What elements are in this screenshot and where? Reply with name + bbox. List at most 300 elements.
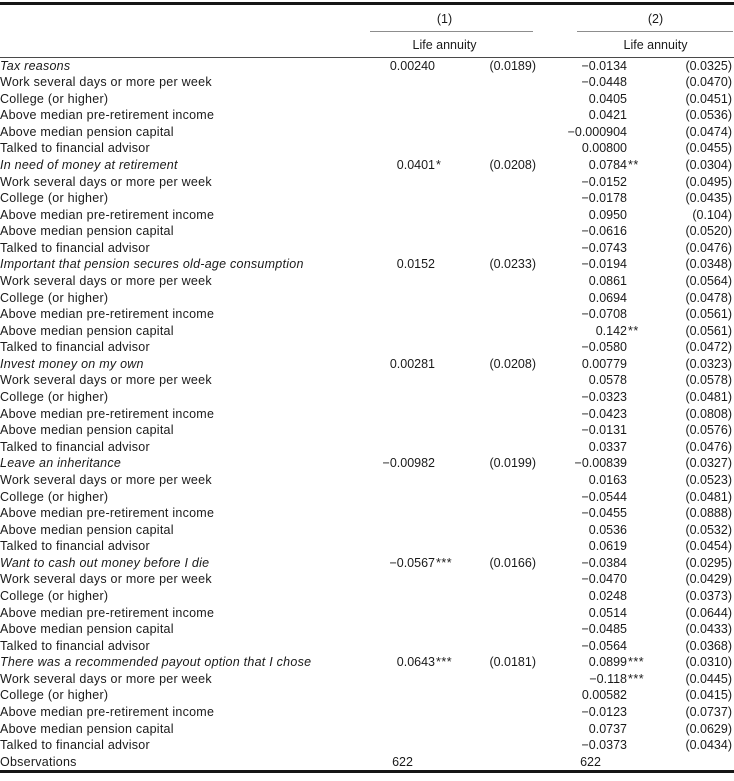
se-col1 xyxy=(452,505,536,522)
group-header-row xyxy=(0,58,734,75)
se-col2: (0.0532) xyxy=(685,522,732,537)
coef-col2: −0.0131 xyxy=(581,423,627,438)
se-col2: (0.0808) xyxy=(685,406,732,421)
table-row xyxy=(0,91,734,108)
coef-col1 xyxy=(350,472,435,489)
se-col2: (0.0495) xyxy=(685,174,732,189)
coef-col1 xyxy=(350,174,435,191)
stars-col1 xyxy=(435,107,452,124)
coef-col1 xyxy=(350,290,435,307)
se-col2: (0.0629) xyxy=(685,721,732,736)
stars-col2 xyxy=(627,472,644,489)
stars-col1 xyxy=(435,439,452,456)
se-col1 xyxy=(452,91,536,108)
coef-col1 xyxy=(350,140,435,157)
se-col1 xyxy=(452,406,536,423)
stars-col1 xyxy=(435,240,452,257)
coef-col2: −0.0373 xyxy=(581,738,627,753)
table-row xyxy=(0,538,734,555)
stars-col1 xyxy=(435,306,452,323)
table-row xyxy=(0,721,734,738)
se-col1 xyxy=(452,124,536,141)
row-label: Talked to financial advisor xyxy=(0,141,150,156)
stars-col2 xyxy=(627,389,644,406)
stars-col2 xyxy=(627,372,644,389)
coef-col2: −0.0423 xyxy=(581,406,627,421)
coef-col2: 0.0405 xyxy=(588,91,627,106)
se-col2: (0.0295) xyxy=(685,555,732,570)
row-label: Above median pre-retirement income xyxy=(0,207,215,222)
se-col1 xyxy=(452,140,536,157)
coef-col1 xyxy=(350,638,435,655)
row-label: Above median pre-retirement income xyxy=(0,108,215,123)
stars-col2: ** xyxy=(628,323,639,338)
se-col2: (0.0434) xyxy=(685,738,732,753)
row-label: Above median pension capital xyxy=(0,423,174,438)
se-col2: (0.0310) xyxy=(685,655,732,670)
coef-col1 xyxy=(350,74,435,91)
row-label: Above median pension capital xyxy=(0,622,174,637)
stars-col2 xyxy=(627,58,644,75)
se-col1 xyxy=(452,439,536,456)
stars-col2 xyxy=(627,555,644,572)
se-col2: (0.0561) xyxy=(685,323,732,338)
se-col1 xyxy=(452,522,536,539)
observations-gap1 xyxy=(453,754,537,771)
row-label: College (or higher) xyxy=(0,91,109,106)
se-col1 xyxy=(452,273,536,290)
coef-col1 xyxy=(350,422,435,439)
row-label: Want to cash out money before I die xyxy=(0,555,210,570)
coef-col2: −0.0580 xyxy=(581,340,627,355)
coef-col1 xyxy=(350,306,435,323)
row-label: College (or higher) xyxy=(0,589,109,603)
table-row xyxy=(0,240,734,257)
table-row xyxy=(0,588,734,605)
coef-col1 xyxy=(350,588,435,605)
coef-col2: −0.0616 xyxy=(581,224,627,239)
coef-col1 xyxy=(350,240,435,257)
coef-col2: 0.00582 xyxy=(581,688,627,703)
coef-col1 xyxy=(350,489,435,506)
stars-col1 xyxy=(435,721,452,738)
se-col1 xyxy=(452,571,536,588)
se-col2: (0.0373) xyxy=(685,589,732,603)
stars-col1 xyxy=(435,140,452,157)
coef-col2: 0.0163 xyxy=(588,472,627,487)
se-col2: (0.0476) xyxy=(685,439,732,454)
stars-col1 xyxy=(435,505,452,522)
row-label: Above median pre-retirement income xyxy=(0,307,215,322)
stars-col2 xyxy=(627,140,644,157)
stars-col1 xyxy=(435,91,452,108)
stars-col2 xyxy=(627,605,644,622)
group-header-row xyxy=(0,654,734,671)
stars-col1 xyxy=(435,455,452,472)
se-col1 xyxy=(452,290,536,307)
coef-col2: 0.0694 xyxy=(588,290,627,305)
table-row xyxy=(0,74,734,91)
stars-col2 xyxy=(627,124,644,141)
coef-col2: −0.0470 xyxy=(581,572,627,587)
stars-col2 xyxy=(627,223,644,240)
coef-col2: 0.0536 xyxy=(588,522,627,537)
coef-col1 xyxy=(350,605,435,622)
se-col1: (0.0208) xyxy=(489,356,536,371)
coef-col1 xyxy=(350,621,435,638)
row-label: Talked to financial advisor xyxy=(0,340,150,355)
se-col2: (0.0368) xyxy=(685,638,732,653)
coef-col2: −0.0194 xyxy=(581,257,627,272)
se-col2: (0.0481) xyxy=(685,390,732,405)
coef-col2: 0.0578 xyxy=(588,373,627,388)
coef-col2: 0.0514 xyxy=(588,605,627,620)
stars-col1 xyxy=(435,538,452,555)
stars-col1 xyxy=(435,58,452,75)
coef-col2: −0.000904 xyxy=(567,124,627,139)
table-row xyxy=(0,372,734,389)
coef-col2: 0.0619 xyxy=(588,539,627,554)
coef-col2: 0.0950 xyxy=(588,207,627,222)
se-col2: (0.0561) xyxy=(685,307,732,322)
stars-col1 xyxy=(435,489,452,506)
coef-col1 xyxy=(350,671,435,688)
se-col2: (0.0304) xyxy=(685,157,732,172)
coef-col2: 0.0899 xyxy=(588,655,627,670)
se-col2: (0.0323) xyxy=(685,356,732,371)
coef-col1 xyxy=(350,190,435,207)
se-col2: (0.0474) xyxy=(685,124,732,139)
stars-col2 xyxy=(627,273,644,290)
row-label: Talked to financial advisor xyxy=(0,638,150,653)
coef-col1 xyxy=(350,323,435,340)
row-label: College (or higher) xyxy=(0,390,109,405)
coef-col1 xyxy=(350,721,435,738)
row-label: Work several days or more per week xyxy=(0,174,212,189)
coef-col1 xyxy=(350,207,435,224)
stars-col2 xyxy=(627,638,644,655)
stars-col2: ** xyxy=(628,157,639,172)
se-col1 xyxy=(452,389,536,406)
coef-col1 xyxy=(350,522,435,539)
coef-col1: 0.0152 xyxy=(396,257,435,272)
table-row xyxy=(0,704,734,721)
stars-col2 xyxy=(627,256,644,273)
column-group-1-number: (1) xyxy=(436,11,453,26)
table-row xyxy=(0,124,734,141)
row-label: Above median pre-retirement income xyxy=(0,506,215,521)
observations-gap2 xyxy=(644,754,732,771)
coef-col2: −0.0743 xyxy=(581,240,627,255)
table-row xyxy=(0,406,734,423)
se-col1: (0.0181) xyxy=(489,655,536,670)
row-label: Leave an inheritance xyxy=(0,456,122,471)
row-label: Above median pension capital xyxy=(0,124,174,139)
se-col1 xyxy=(452,588,536,605)
stars-col2: *** xyxy=(628,671,645,686)
coef-col2: −0.118 xyxy=(589,671,627,686)
stars-col2 xyxy=(627,721,644,738)
coef-col1 xyxy=(350,107,435,124)
table-row xyxy=(0,439,734,456)
coef-col2: −0.0708 xyxy=(581,307,627,322)
table-row xyxy=(0,140,734,157)
stars-col2 xyxy=(627,737,644,754)
stars-col2 xyxy=(627,687,644,704)
stars-col2 xyxy=(627,505,644,522)
row-label: Work several days or more per week xyxy=(0,671,212,686)
se-col1 xyxy=(452,323,536,340)
table-row xyxy=(0,273,734,290)
stars-col2 xyxy=(627,190,644,207)
table-row xyxy=(0,638,734,655)
stars-col2 xyxy=(627,439,644,456)
coef-col2: 0.0421 xyxy=(588,108,627,123)
column-group-2-number: (2) xyxy=(647,11,664,26)
stars-col2 xyxy=(627,489,644,506)
coef-col2: −0.0544 xyxy=(581,489,627,504)
coef-col2: −0.0455 xyxy=(581,506,627,521)
stars-col1 xyxy=(435,605,452,622)
stars-col1 xyxy=(435,223,452,240)
se-col2: (0.104) xyxy=(692,207,732,222)
coef-col1: 0.00240 xyxy=(389,58,435,73)
se-col1 xyxy=(452,671,536,688)
stars-col1 xyxy=(435,737,452,754)
se-col2: (0.0564) xyxy=(685,274,732,289)
se-col1: (0.0199) xyxy=(489,456,536,471)
table-row xyxy=(0,737,734,754)
se-col2: (0.0429) xyxy=(685,572,732,587)
se-col2: (0.0578) xyxy=(685,373,732,388)
se-col1 xyxy=(452,372,536,389)
table-row xyxy=(0,489,734,506)
coef-col1 xyxy=(350,339,435,356)
row-label: Above median pre-retirement income xyxy=(0,705,215,720)
se-col2: (0.0433) xyxy=(685,622,732,637)
observations-label: Observations xyxy=(0,754,77,769)
column-group-2 xyxy=(537,5,734,57)
table-row xyxy=(0,323,734,340)
stars-col1 xyxy=(435,638,452,655)
coef-col1 xyxy=(350,372,435,389)
coef-col2: 0.0784 xyxy=(588,157,627,172)
stars-col2 xyxy=(627,207,644,224)
coef-col1: −0.00982 xyxy=(382,456,435,471)
row-label: Invest money on my own xyxy=(0,356,144,371)
se-col1 xyxy=(452,240,536,257)
coef-col1 xyxy=(350,687,435,704)
stars-col1 xyxy=(435,571,452,588)
stars-col2 xyxy=(627,621,644,638)
se-col2: (0.0445) xyxy=(685,671,732,686)
row-label: College (or higher) xyxy=(0,489,109,504)
coef-col1 xyxy=(350,538,435,555)
table-row xyxy=(0,306,734,323)
stars-col2 xyxy=(627,406,644,423)
row-label: College (or higher) xyxy=(0,688,109,703)
row-label: Talked to financial advisor xyxy=(0,439,150,454)
coef-col1 xyxy=(350,223,435,240)
stars-col1 xyxy=(435,174,452,191)
row-label: There was a recommended payout option that I chose xyxy=(0,655,312,670)
row-label: Above median pre-retirement income xyxy=(0,605,215,620)
bottom-rule xyxy=(0,770,734,773)
se-col1 xyxy=(452,737,536,754)
row-label: Talked to financial advisor xyxy=(0,240,150,255)
se-col1 xyxy=(452,638,536,655)
stars-col1 xyxy=(435,124,452,141)
table-row xyxy=(0,671,734,688)
row-label: Above median pension capital xyxy=(0,224,174,239)
stars-col1 xyxy=(435,522,452,539)
table-body xyxy=(0,58,734,754)
stars-col2 xyxy=(627,455,644,472)
stars-col1 xyxy=(435,74,452,91)
row-label: Important that pension secures old-age consumption xyxy=(0,257,304,272)
coef-col2: 0.0337 xyxy=(588,439,627,454)
se-col1 xyxy=(452,422,536,439)
se-col2: (0.0576) xyxy=(685,423,732,438)
table-row xyxy=(0,107,734,124)
row-label: Work several days or more per week xyxy=(0,75,212,90)
group-header-row xyxy=(0,256,734,273)
coef-col2: −0.0123 xyxy=(581,705,627,720)
stars-col2 xyxy=(627,107,644,124)
stars-col2 xyxy=(627,704,644,721)
row-label: In need of money at retirement xyxy=(0,157,178,172)
row-label: Work several days or more per week xyxy=(0,373,212,388)
coef-col2: −0.0178 xyxy=(581,191,627,206)
row-label: Talked to financial advisor xyxy=(0,738,150,753)
coef-col1: −0.0567 xyxy=(389,555,435,570)
se-col2: (0.0478) xyxy=(685,290,732,305)
coef-col1 xyxy=(350,273,435,290)
se-col1 xyxy=(452,306,536,323)
stars-col1 xyxy=(435,273,452,290)
se-col1: (0.0233) xyxy=(489,257,536,272)
table-row xyxy=(0,621,734,638)
coef-col2: 0.0861 xyxy=(588,274,627,289)
se-col1: (0.0166) xyxy=(489,555,536,570)
row-label: College (or higher) xyxy=(0,290,109,305)
table-row xyxy=(0,522,734,539)
row-label: Work several days or more per week xyxy=(0,572,212,587)
stars-col1 xyxy=(435,290,452,307)
table-row xyxy=(0,190,734,207)
coef-col1 xyxy=(350,389,435,406)
column-group-2-title: Life annuity xyxy=(623,37,688,52)
se-col2: (0.0481) xyxy=(685,489,732,504)
stars-col1 xyxy=(435,356,452,373)
se-col2: (0.0348) xyxy=(685,257,732,272)
row-label: Work several days or more per week xyxy=(0,472,212,487)
se-col1 xyxy=(452,207,536,224)
se-col1 xyxy=(452,107,536,124)
stars-col1 xyxy=(435,406,452,423)
stars-col1 xyxy=(435,472,452,489)
se-col1 xyxy=(452,223,536,240)
table-row xyxy=(0,290,734,307)
table-row xyxy=(0,505,734,522)
table-row xyxy=(0,605,734,622)
se-col2: (0.0520) xyxy=(685,224,732,239)
stars-col2 xyxy=(627,588,644,605)
coef-col2: −0.00839 xyxy=(574,456,627,471)
stars-col1 xyxy=(435,422,452,439)
stars-col2 xyxy=(627,571,644,588)
se-col1: (0.0208) xyxy=(489,157,536,172)
row-label: Above median pre-retirement income xyxy=(0,406,215,421)
table-row xyxy=(0,472,734,489)
stars-col1 xyxy=(435,207,452,224)
se-col2: (0.0327) xyxy=(685,456,732,471)
group-header-row xyxy=(0,455,734,472)
coef-col1 xyxy=(350,124,435,141)
coef-col1 xyxy=(350,704,435,721)
stars-col2 xyxy=(627,356,644,373)
stars-col2 xyxy=(627,522,644,539)
se-col1 xyxy=(452,472,536,489)
se-col2: (0.0455) xyxy=(685,141,732,156)
group-header-row xyxy=(0,157,734,174)
coef-col1: 0.00281 xyxy=(389,356,435,371)
stars-col1: * xyxy=(436,157,442,172)
row-label: Above median pension capital xyxy=(0,522,174,537)
se-col1 xyxy=(452,174,536,191)
stars-col2 xyxy=(627,91,644,108)
stars-col1 xyxy=(435,256,452,273)
se-col2: (0.0737) xyxy=(685,705,732,720)
se-col2: (0.0523) xyxy=(685,472,732,487)
stars-col1 xyxy=(435,588,452,605)
se-col1 xyxy=(452,190,536,207)
se-col2: (0.0415) xyxy=(685,688,732,703)
se-col2: (0.0888) xyxy=(685,506,732,521)
row-label: Above median pension capital xyxy=(0,721,174,736)
table-row xyxy=(0,571,734,588)
group-header-row xyxy=(0,555,734,572)
stars-col1 xyxy=(435,323,452,340)
table-row xyxy=(0,422,734,439)
se-col1 xyxy=(452,489,536,506)
se-col2: (0.0451) xyxy=(685,91,732,106)
stars-col1 xyxy=(435,704,452,721)
se-col2: (0.0536) xyxy=(685,108,732,123)
table-row xyxy=(0,687,734,704)
coef-col1 xyxy=(350,91,435,108)
se-col1 xyxy=(452,339,536,356)
se-col1 xyxy=(452,721,536,738)
observations-col1: 622 xyxy=(392,754,413,769)
coef-col2: −0.0323 xyxy=(581,390,627,405)
coef-col2: −0.0485 xyxy=(581,622,627,637)
row-label: Work several days or more per week xyxy=(0,274,212,289)
coef-col2: 0.00800 xyxy=(581,141,627,156)
coef-col1: 0.0643 xyxy=(396,655,435,670)
coef-col1 xyxy=(350,439,435,456)
stars-col2 xyxy=(627,290,644,307)
stars-col1: *** xyxy=(436,655,453,670)
stars-col2 xyxy=(627,174,644,191)
se-col1 xyxy=(452,74,536,91)
coef-col1 xyxy=(350,505,435,522)
group-header-row xyxy=(0,356,734,373)
column-group-1-title: Life annuity xyxy=(412,37,477,52)
coef-col2: 0.00779 xyxy=(581,356,627,371)
row-label: Talked to financial advisor xyxy=(0,539,150,554)
coef-col2: −0.0384 xyxy=(581,555,627,570)
